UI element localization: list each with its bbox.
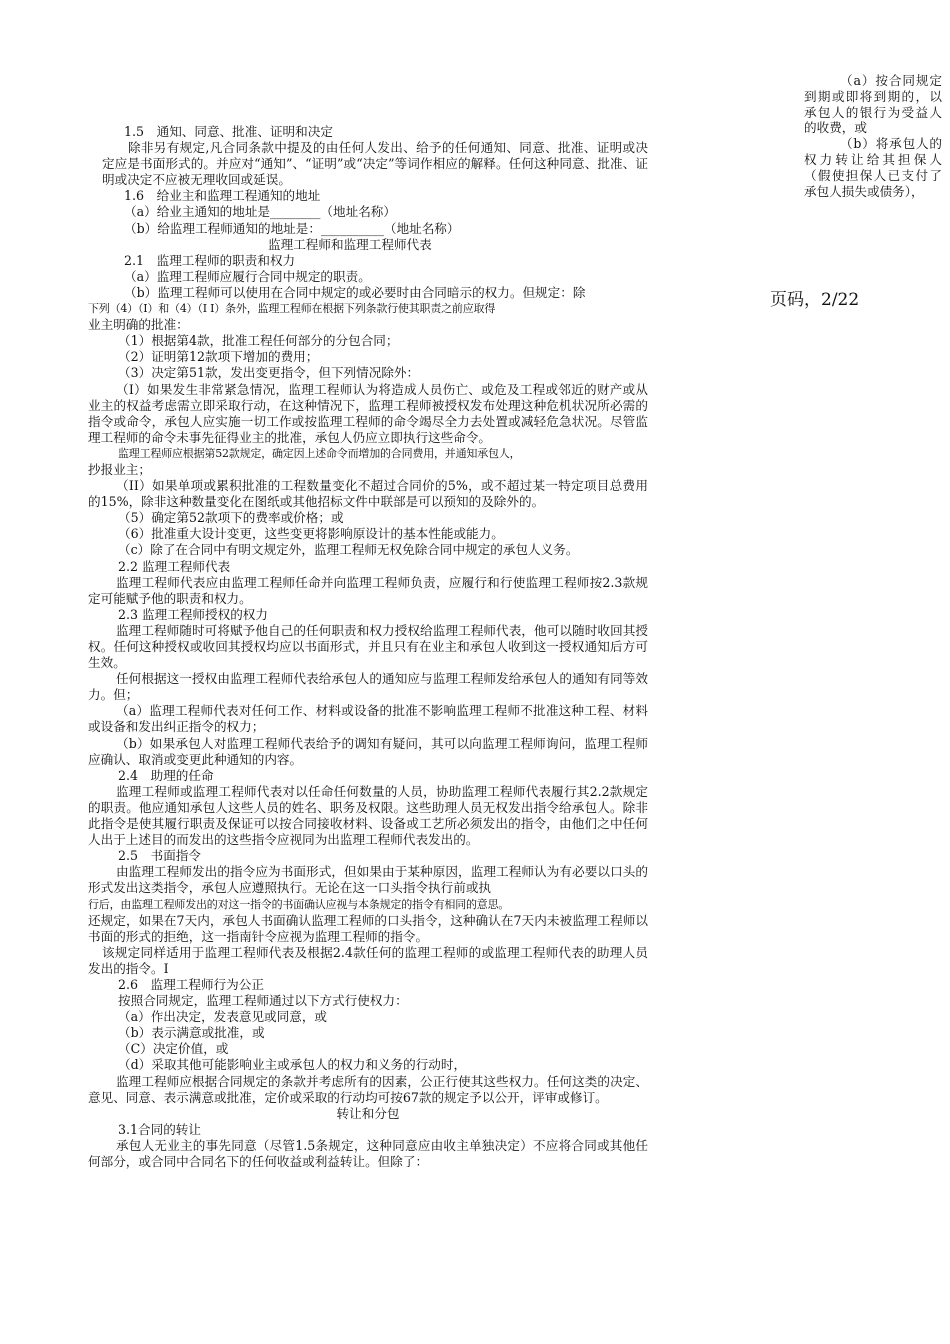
document-body [88,124,648,1170]
section-heading: 2.6 监理工程师行为公正 [118,976,264,992]
paragraph: 按照合同规定，监理工程师通过以下方式行使权力： [118,993,408,1009]
list-item: （5）确定第52款项下的费率或价格；或 [118,510,344,526]
side-column [804,73,942,199]
page-number: 页码，2/22 [770,290,860,310]
paragraph: 行后，由监理工程师发出的对这一指令的书面确认应视与本条规定的指令有相同的意思。 [88,897,510,911]
list-item: （d）采取其他可能影响业主或承包人的权力和义务的行动时， [118,1057,467,1073]
section-heading: 2.5 书面指令 [118,848,201,864]
section-heading: 2.2 监理工程师代表 [118,558,231,574]
section-heading: 3.1合同的转让 [118,1121,201,1137]
paragraph: 监理工程师或监理工程师代表对以任命任何数量的人员，协助监理工程师代表履行其2.2款规定的职责。他应通知承包人这些人员的姓名、职务及权限。这些助理人员无权发出指令给承包人。除非此指令是使其履行职责及保证可以按合同接收材料、设备或工艺所必须发出的指令，由他们之中任何人出于上述目的而发出的这些指令应视同为出监理工程师代表发出的。 [88,783,648,848]
paragraph: 抄报业主； [88,461,151,477]
paragraph: 承包人无业主的事先同意（尽管1.5条规定，这种同意应由收主单独决定）不应将合同或其他任何部分，或合同中合同名下的任何收益或利益转让。但除了： [88,1137,648,1169]
paragraph: 除非另有规定,凡合同条款中提及的由任何人发出、给予的任何通知、同意、批准、证明或决定应是书面形式的。并应对“通知”、“证明”或“决定”等词作相应的解释。任何这种同意、批准、证明或决定不应被无理收回或延误。 [102,140,648,188]
list-item: （b）给监理工程师通知的地址是：__________（地址名称） [124,220,460,236]
paragraph: 监理工程师应根据合同规定的条款并考虑所有的因素，公正行使其这些权力。任何这类的决定、意见、同意、表示满意或批准，定价或采取的行动均可按67款的规定予以公开，评审或修订。 [88,1073,648,1105]
chapter-title: 转让和分包 [336,1105,400,1121]
section-heading: 1.5 通知、同意、批准、证明和决定 [124,124,333,139]
side-paragraph-a: （a）按合同规定到期或即将到期的，以承包人的银行为受益人的收费，或 [804,73,942,136]
paragraph: 还规定，如果在7天内，承包人书面确认监理工程师的口头指令，这种确认在7天内未被监理工程师以书面的形式的拒绝，这一指南针令应视为监理工程师的指令。 [88,912,648,944]
list-item: （a）作出决定，发表意见或同意，或 [118,1009,328,1025]
paragraph: 监理工程师应根据第52款规定，确定因上述命令而增加的合同费用，并通知承包人， [118,446,521,460]
list-item: （a）监理工程师代表对任何工作、材料或设备的批准不影响监理工程师不批准这种工程、材料或设备和发出纠正指令的权力； [88,703,648,735]
list-item: （a）监理工程师应履行合同中规定的职责。 [124,268,371,284]
section-heading: 2.1 监理工程师的职责和权力 [124,252,296,268]
paragraph: 监理工程师随时可将赋予他自己的任何职责和权力授权给监理工程师代表，他可以随时收回其授权。任何这种授权或收回其授权均应以书面形式，并且只有在业主和承包人收到这一授权通知后方可生效。 [88,622,648,671]
paragraph: （I）如果发生非常紧急情况，监理工程师认为将造成人员伤亡、或危及工程或邻近的财产或从业主的权益考虑需立即采取行动，在这种情况下，监理工程师被授权发布处理这种危机状况所必需的指令或命令，承包人应实施一切工作或按监理工程师的命令竭尽全力去处置或减轻危急状况。尽管监理工程师的命令未事先征得业主的批准，承包人仍应立即执行这些命令。 [88,381,648,445]
list-item: （6）批准重大设计变更，这些变更将影响原设计的基本性能或能力。 [118,526,504,542]
list-item: （b）表示满意或批准，或 [118,1025,265,1041]
list-item: （b）如果承包人对监理工程师代表给予的调知有疑问，其可以向监理工程师询问，监理工程师应确认、取消或变更此种通知的内容。 [88,735,648,767]
paragraph: （II）如果单项或累积批准的工程数量变化不超过合同价的5%，或不超过某一特定项目总费用的15%，除非这种数量变化在图纸或其他招标文件中联部是可以预知的及除外的。 [88,478,648,510]
paragraph: 下列（4）（I）和（4）（I I）条外，监理工程师在根据下列条款行使其职责之前应取得 [88,302,496,316]
section-heading: 2.3 监理工程师授权的权力 [118,606,268,622]
list-item: （b）监理工程师可以使用在合同中规定的或必要时由合同暗示的权力。但规定：除 [124,284,586,300]
section-heading: 2.4 助理的任命 [118,767,214,783]
list-item: （1）根据第4款，批准工程任何部分的分包合同； [118,333,399,349]
list-item: （a）给业主通知的地址是________（地址名称） [124,204,396,220]
list-item: （c）除了在合同中有明文规定外，监理工程师无权免除合同中规定的承包人义务。 [118,542,579,558]
paragraph: 由监理工程师发出的指令应为书面形式，但如果由于某种原因，监理工程师认为有必要以口头的形式发出这类指令，承包人应遵照执行。无论在这一口头指令执行前或执 [88,864,648,896]
section-heading: 1.6 给业主和监理工程通知的地址 [124,188,321,204]
list-item: （3）决定第51款，发出变更指令，但下列情况除外： [118,365,420,381]
paragraph: 该规定同样适用于监理工程师代表及根据2.4款任何的监理工程师的或监理工程师代表的助理人员发出的指令。I [88,944,648,976]
paragraph: 监理工程师代表应由监理工程师任命并向监理工程师负责，应履行和行使监理工程师按2.3款规定可能赋予他的职责和权力。 [88,574,648,606]
side-paragraph-b: （b）将承包人的权力转让给其担保人（假使担保人已支付了承包人损失或债务）， [804,136,942,199]
paragraph: 业主明确的批准： [88,317,189,333]
list-item: （C）决定价值，或 [118,1041,229,1057]
list-item: （2）证明第12款项下增加的费用； [118,349,319,365]
chapter-title: 监理工程师和监理工程师代表 [268,236,432,252]
paragraph: 任何根据这一授权由监理工程师代表给承包人的通知应与监理工程师发给承包人的通知有同等效力。但； [88,671,648,703]
